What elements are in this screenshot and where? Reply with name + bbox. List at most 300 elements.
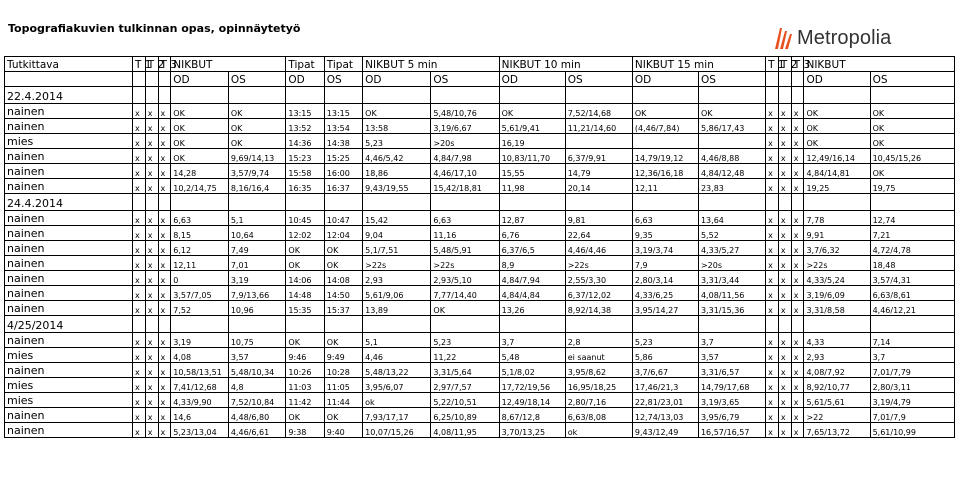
table-cell: 3,19 <box>171 333 229 348</box>
date-row-blank <box>132 316 145 333</box>
date-row-blank <box>632 194 698 211</box>
date-row-blank <box>565 316 632 333</box>
table-cell: >22s <box>431 256 499 271</box>
table-row <box>5 119 955 134</box>
table-cell: x <box>791 301 804 316</box>
table-cell: 11,98 <box>499 179 565 194</box>
table-cell: 6,63 <box>431 211 499 226</box>
table-cell: (4,46/7,84) <box>632 119 698 134</box>
table-cell: x <box>145 104 158 119</box>
table-cell: x <box>158 393 171 408</box>
date-row-blank <box>286 87 324 104</box>
date-row-blank <box>171 87 229 104</box>
date-row-blank <box>363 194 431 211</box>
metropolia-logo-text: Metropolia <box>797 26 892 49</box>
subject-cell: nainen <box>5 149 133 164</box>
table-cell: 10:28 <box>324 363 362 378</box>
table-cell: OK <box>804 119 870 134</box>
table-cell: 6,63/8,61 <box>870 286 954 301</box>
table-cell <box>632 134 698 149</box>
table-cell: 22,64 <box>565 226 632 241</box>
table-cell: 8,92/10,77 <box>804 378 870 393</box>
table-cell: 3,95/14,27 <box>632 301 698 316</box>
date-row-blank <box>363 87 431 104</box>
subheader-os: OS <box>870 72 954 87</box>
table-cell: x <box>766 241 779 256</box>
table-cell: 10,96 <box>228 301 286 316</box>
table-cell: 3,19/3,65 <box>698 393 765 408</box>
table-row <box>5 348 955 363</box>
table-row <box>5 423 955 438</box>
table-cell: 10:47 <box>324 211 362 226</box>
table-cell: 7,78 <box>804 211 870 226</box>
date-row-blank <box>698 87 765 104</box>
table-cell: 5,86/17,43 <box>698 119 765 134</box>
header-nikbut-right-spacer <box>870 57 954 72</box>
date-row-blank <box>804 87 870 104</box>
table-cell: 5,1 <box>228 211 286 226</box>
table-cell: 18,48 <box>870 256 954 271</box>
table-cell: 3,57/4,31 <box>870 271 954 286</box>
date-row-blank <box>145 316 158 333</box>
table-cell: x <box>791 179 804 194</box>
table-cell: 5,61/5,61 <box>804 393 870 408</box>
header-row <box>5 57 955 72</box>
table-cell: 17,72/19,56 <box>499 378 565 393</box>
table-cell: 8,15 <box>171 226 229 241</box>
table-cell: OK <box>286 256 324 271</box>
table-cell: x <box>766 333 779 348</box>
table-row <box>5 134 955 149</box>
table-cell: 6,63/8,08 <box>565 408 632 423</box>
subject-cell: mies <box>5 134 133 149</box>
table-cell: 9,35 <box>632 226 698 241</box>
table-cell: 9,81 <box>565 211 632 226</box>
table-cell: OK <box>228 119 286 134</box>
table-cell: x <box>158 378 171 393</box>
table-cell: x <box>791 119 804 134</box>
subheader-blank <box>778 72 791 87</box>
date-row-blank <box>499 316 565 333</box>
table-cell: 7,52/10,84 <box>228 393 286 408</box>
table-cell: 4,08/7,92 <box>804 363 870 378</box>
table-cell: x <box>132 179 145 194</box>
date-row-blank <box>766 316 779 333</box>
table-cell: 5,61/9,06 <box>363 286 431 301</box>
table-cell: x <box>778 333 791 348</box>
table-cell: 4,8 <box>228 378 286 393</box>
table-cell: 19,25 <box>804 179 870 194</box>
table-cell: 8,9 <box>499 256 565 271</box>
table-cell: OK <box>632 104 698 119</box>
table-cell: 3,19/3,74 <box>632 241 698 256</box>
header-t1-right: T 1 <box>766 57 779 72</box>
table-cell: 3,7/6,32 <box>804 241 870 256</box>
date-row-blank <box>145 194 158 211</box>
table-cell: x <box>145 164 158 179</box>
date-row-blank <box>778 194 791 211</box>
table-cell: OK <box>286 241 324 256</box>
table-row <box>5 286 955 301</box>
date-row-blank <box>324 194 362 211</box>
table-cell: 2,97/7,57 <box>431 378 499 393</box>
table-cell: 3,7 <box>499 333 565 348</box>
table-cell: 3,19/4,79 <box>870 393 954 408</box>
table-cell: 3,95/6,07 <box>363 378 431 393</box>
table-cell: OK <box>870 134 954 149</box>
table-cell: 9,69/14,13 <box>228 149 286 164</box>
table-cell: x <box>791 393 804 408</box>
date-row-blank <box>870 316 954 333</box>
date-row-blank <box>431 87 499 104</box>
table-cell: 18,86 <box>363 164 431 179</box>
table-cell: x <box>158 271 171 286</box>
table-cell: x <box>145 378 158 393</box>
table-cell: 22,81/23,01 <box>632 393 698 408</box>
table-cell: 6,63 <box>171 211 229 226</box>
table-cell: 16,57/16,57 <box>698 423 765 438</box>
subject-cell: nainen <box>5 423 133 438</box>
table-cell: x <box>145 211 158 226</box>
table-cell: 10:45 <box>286 211 324 226</box>
table-cell: 3,7 <box>870 348 954 363</box>
table-cell: 3,95/6,79 <box>698 408 765 423</box>
table-cell: OK <box>228 104 286 119</box>
subject-cell: nainen <box>5 179 133 194</box>
table-cell: 10,64 <box>228 226 286 241</box>
table-cell: x <box>132 134 145 149</box>
table-cell: x <box>766 423 779 438</box>
subject-cell: nainen <box>5 256 133 271</box>
date-row <box>5 316 955 333</box>
subject-cell: nainen <box>5 164 133 179</box>
date-row-blank <box>145 87 158 104</box>
table-cell: 6,76 <box>499 226 565 241</box>
table-row <box>5 333 955 348</box>
table-cell: 5,23 <box>431 333 499 348</box>
date-row-blank <box>791 194 804 211</box>
table-cell: 7,49 <box>228 241 286 256</box>
table-cell: x <box>778 408 791 423</box>
table-cell: x <box>132 286 145 301</box>
table-cell: x <box>791 378 804 393</box>
table-cell: x <box>145 286 158 301</box>
table-cell: 4,33 <box>804 333 870 348</box>
header-t2: T 2 <box>145 57 158 72</box>
table-cell <box>565 134 632 149</box>
subheader-od: OD <box>804 72 870 87</box>
header-tipat-2: Tipat <box>324 57 362 72</box>
table-cell: 11,16 <box>431 226 499 241</box>
date-row-blank <box>870 87 954 104</box>
table-cell: x <box>132 348 145 363</box>
table-cell: x <box>778 301 791 316</box>
subject-cell: nainen <box>5 408 133 423</box>
subject-cell: nainen <box>5 301 133 316</box>
table-cell: OK <box>499 104 565 119</box>
date-row-blank <box>158 316 171 333</box>
table-cell: 4,46/12,21 <box>870 301 954 316</box>
table-cell: 3,19 <box>228 271 286 286</box>
table-cell: x <box>778 256 791 271</box>
table-cell: 9:38 <box>286 423 324 438</box>
table-cell: OK <box>171 104 229 119</box>
table-cell: 3,19/6,67 <box>431 119 499 134</box>
date-row-blank <box>791 316 804 333</box>
date-row-blank <box>778 87 791 104</box>
table-cell: x <box>778 393 791 408</box>
table-cell: x <box>766 378 779 393</box>
table-cell: 5,61/9,41 <box>499 119 565 134</box>
table-cell: x <box>132 408 145 423</box>
table-cell: 12,74 <box>870 211 954 226</box>
table-cell: x <box>145 423 158 438</box>
subject-cell: mies <box>5 378 133 393</box>
table-cell: x <box>158 363 171 378</box>
table-cell: 13:15 <box>286 104 324 119</box>
date-cell: 4/25/2014 <box>5 316 133 333</box>
subheader-od: OD <box>286 72 324 87</box>
table-cell: 14:48 <box>286 286 324 301</box>
table-cell: x <box>791 333 804 348</box>
table-cell: OK <box>286 333 324 348</box>
table-cell: OK <box>171 119 229 134</box>
table-cell: 9,04 <box>363 226 431 241</box>
table-cell: x <box>791 256 804 271</box>
subject-cell: nainen <box>5 226 133 241</box>
table-cell: OK <box>324 241 362 256</box>
date-row-blank <box>499 194 565 211</box>
table-cell: 15:23 <box>286 149 324 164</box>
table-cell: x <box>158 149 171 164</box>
table-cell: 7,52 <box>171 301 229 316</box>
table-cell: 14:08 <box>324 271 362 286</box>
table-cell: 14:36 <box>286 134 324 149</box>
table-cell: 20,14 <box>565 179 632 194</box>
table-cell: 2,80/3,11 <box>870 378 954 393</box>
table-cell: 2,8 <box>565 333 632 348</box>
table-cell: x <box>132 164 145 179</box>
table-cell: x <box>132 363 145 378</box>
table-cell: 6,37/12,02 <box>565 286 632 301</box>
table-cell: 16,19 <box>499 134 565 149</box>
table-cell: x <box>158 134 171 149</box>
table-row <box>5 104 955 119</box>
table-cell: x <box>778 348 791 363</box>
table-cell: 14:38 <box>324 134 362 149</box>
table-cell: x <box>158 408 171 423</box>
table-row <box>5 256 955 271</box>
table-cell: x <box>158 211 171 226</box>
date-row-blank <box>324 316 362 333</box>
table-row <box>5 408 955 423</box>
table-cell: OK <box>870 104 954 119</box>
table-cell: 3,7 <box>698 333 765 348</box>
results-table <box>4 56 955 438</box>
table-cell: x <box>766 393 779 408</box>
table-cell: 4,84/12,48 <box>698 164 765 179</box>
subheader-os: OS <box>431 72 499 87</box>
table-cell: 6,37/9,91 <box>565 149 632 164</box>
table-cell: >22s <box>363 256 431 271</box>
table-cell: x <box>145 226 158 241</box>
table-cell: 12:04 <box>324 226 362 241</box>
table-cell: 4,48/6,80 <box>228 408 286 423</box>
table-cell: 7,01/7,9 <box>870 408 954 423</box>
table-cell: x <box>766 226 779 241</box>
table-cell: 12,11 <box>632 179 698 194</box>
date-row <box>5 194 955 211</box>
table-cell: 5,48 <box>499 348 565 363</box>
header-nikbut: NIKBUT <box>171 57 229 72</box>
subject-cell: mies <box>5 348 133 363</box>
subject-cell: nainen <box>5 104 133 119</box>
table-cell: 4,84/7,98 <box>431 149 499 164</box>
date-row-blank <box>171 316 229 333</box>
header-t1: T 1 <box>132 57 145 72</box>
table-cell: x <box>132 333 145 348</box>
table-cell: x <box>791 134 804 149</box>
table-cell: x <box>778 164 791 179</box>
table-row <box>5 363 955 378</box>
table-cell: 10,2/14,75 <box>171 179 229 194</box>
table-cell: 4,84/4,84 <box>499 286 565 301</box>
header-t2-right: T 2 <box>778 57 791 72</box>
table-cell: 4,33/5,24 <box>804 271 870 286</box>
table-cell: 13:52 <box>286 119 324 134</box>
table-cell: 6,25/10,89 <box>431 408 499 423</box>
table-cell: x <box>145 393 158 408</box>
table-cell: 3,31/3,44 <box>698 271 765 286</box>
subheader-od: OD <box>632 72 698 87</box>
table-cell: 3,57/7,05 <box>171 286 229 301</box>
table-cell: 13:54 <box>324 119 362 134</box>
date-row-blank <box>766 194 779 211</box>
header-tutkittava: Tutkittava <box>5 57 133 72</box>
table-cell: 2,93 <box>804 348 870 363</box>
date-row-blank <box>698 194 765 211</box>
table-cell: 15,42/18,81 <box>431 179 499 194</box>
table-cell: x <box>778 179 791 194</box>
table-cell: 13,89 <box>363 301 431 316</box>
table-cell: OK <box>804 134 870 149</box>
table-cell: 12,87 <box>499 211 565 226</box>
date-row-blank <box>499 87 565 104</box>
table-cell: 12,11 <box>171 256 229 271</box>
table-cell: x <box>145 301 158 316</box>
table-cell: 4,08/11,56 <box>698 286 765 301</box>
table-cell: x <box>766 164 779 179</box>
subject-cell: nainen <box>5 363 133 378</box>
table-cell: 15:35 <box>286 301 324 316</box>
table-cell: x <box>158 256 171 271</box>
table-cell: x <box>145 134 158 149</box>
table-cell: 3,57 <box>228 348 286 363</box>
table-cell: x <box>132 241 145 256</box>
date-row-blank <box>632 87 698 104</box>
table-cell: x <box>145 179 158 194</box>
table-cell: x <box>791 271 804 286</box>
table-cell: 10,07/15,26 <box>363 423 431 438</box>
table-cell: x <box>791 104 804 119</box>
subject-cell: mies <box>5 393 133 408</box>
subheader-od: OD <box>171 72 229 87</box>
table-cell: 16:00 <box>324 164 362 179</box>
table-cell: 14,79/17,68 <box>698 378 765 393</box>
table-cell: 14,79/19,12 <box>632 149 698 164</box>
header-nikbut-right: NIKBUT <box>804 57 870 72</box>
table-cell: OK <box>286 408 324 423</box>
table-cell: OK <box>324 256 362 271</box>
table-cell: x <box>766 271 779 286</box>
table-cell: 16,95/18,25 <box>565 378 632 393</box>
table-cell: x <box>766 119 779 134</box>
header-nikbut5-spacer <box>431 57 499 72</box>
table-cell: 5,22/10,51 <box>431 393 499 408</box>
table-cell: 7,01/7,79 <box>870 363 954 378</box>
date-cell: 24.4.2014 <box>5 194 133 211</box>
table-cell: x <box>158 179 171 194</box>
date-row-blank <box>632 316 698 333</box>
table-cell: 5,48/10,76 <box>431 104 499 119</box>
table-cell: x <box>791 241 804 256</box>
table-cell: 14,79 <box>565 164 632 179</box>
table-cell: 10:26 <box>286 363 324 378</box>
date-row-blank <box>324 87 362 104</box>
table-cell: 23,83 <box>698 179 765 194</box>
date-row-blank <box>804 316 870 333</box>
table-cell: OK <box>363 104 431 119</box>
table-row <box>5 149 955 164</box>
table-cell: 2,93/5,10 <box>431 271 499 286</box>
table-cell: 5,23 <box>632 333 698 348</box>
table-cell: >22 <box>804 408 870 423</box>
table-cell: 5,1 <box>363 333 431 348</box>
subheader-od: OD <box>363 72 431 87</box>
table-cell: x <box>766 363 779 378</box>
table-cell: OK <box>228 134 286 149</box>
subheader-os: OS <box>324 72 362 87</box>
date-row-blank <box>565 87 632 104</box>
table-cell: 15,55 <box>499 164 565 179</box>
table-cell: OK <box>698 104 765 119</box>
table-row <box>5 211 955 226</box>
header-nikbut10: NIKBUT 10 min <box>499 57 565 72</box>
subject-cell: nainen <box>5 271 133 286</box>
date-row-blank <box>804 194 870 211</box>
table-cell: 11:03 <box>286 378 324 393</box>
table-cell: 13,64 <box>698 211 765 226</box>
date-row-blank <box>363 316 431 333</box>
metropolia-logo-icon <box>772 25 794 51</box>
table-cell: x <box>766 256 779 271</box>
table-cell: 5,23 <box>363 134 431 149</box>
table-cell: x <box>778 241 791 256</box>
table-cell: 4,08 <box>171 348 229 363</box>
table-cell: 3,57 <box>698 348 765 363</box>
table-cell <box>698 134 765 149</box>
subheader-blank <box>145 72 158 87</box>
subheader-blank <box>791 72 804 87</box>
table-cell: 7,93/17,17 <box>363 408 431 423</box>
table-cell: 9:49 <box>324 348 362 363</box>
table-cell: 13:15 <box>324 104 362 119</box>
date-row-blank <box>171 194 229 211</box>
table-cell: x <box>766 134 779 149</box>
table-cell: x <box>132 119 145 134</box>
table-cell: x <box>132 104 145 119</box>
table-cell: x <box>132 301 145 316</box>
